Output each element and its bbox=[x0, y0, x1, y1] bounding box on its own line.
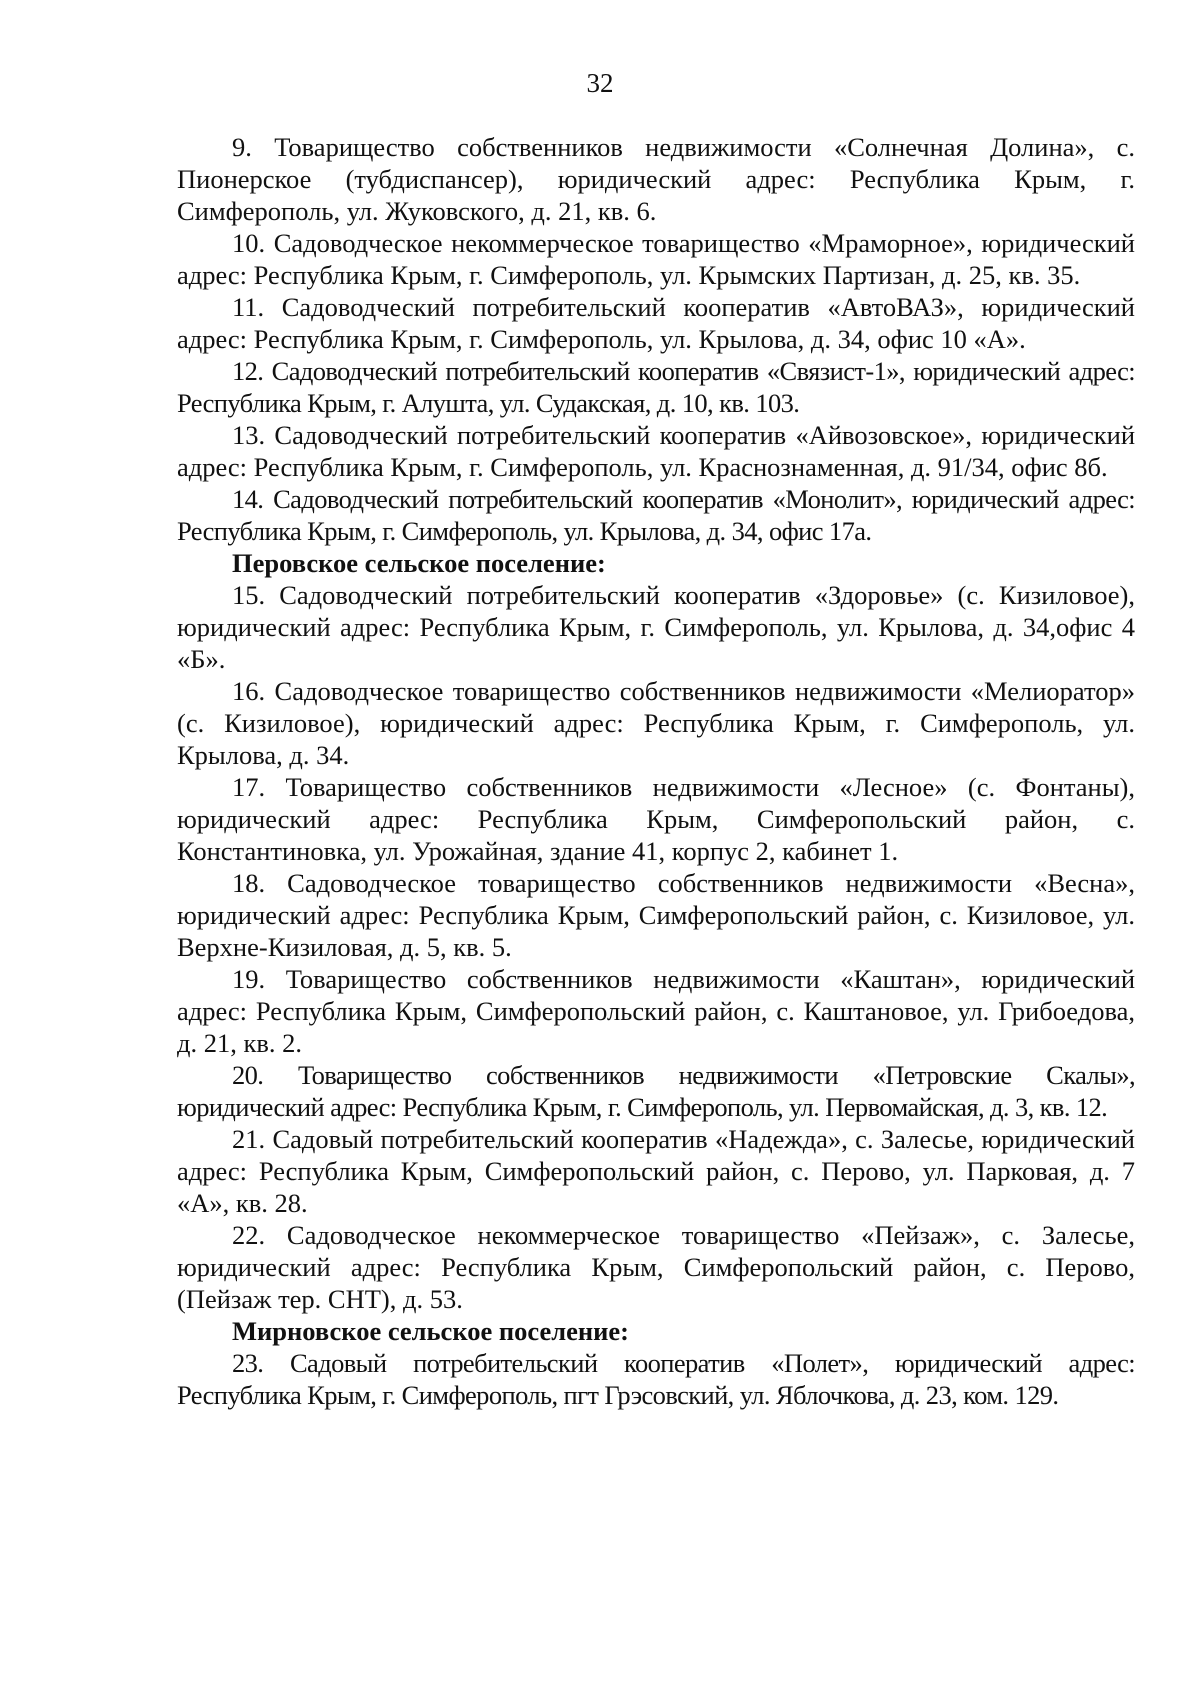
list-item-19: 19. Товарищество собственников недвижимости «Каштан», юридический адрес: Республика Крым, Симферопольский район, с. Каштановое, ул. Грибоедова, д. 21, кв. 2. bbox=[177, 964, 1135, 1058]
list-item-14: 14. Садоводческий потребительский кооператив «Монолит», юридический адрес: Республика Крым, г. Симферополь, ул. Крылова, д. 34, офис 17а. bbox=[177, 484, 1135, 546]
section-heading-perovskoe: Перовское сельское поселение: bbox=[232, 548, 606, 578]
list-item-13: 13. Садоводческий потребительский кооператив «Айвозовское», юридический адрес: Республика Крым, г. Симферополь, ул. Краснознаменная, д. 91/34, офис 8б. bbox=[177, 420, 1135, 482]
document-body bbox=[177, 131, 1135, 1411]
list-item-23: 23. Садовый потребительский кооператив «Полет», юридический адрес: Республика Крым, г. Симферополь, пгт Грэсовский, ул. Яблочкова, д. 23, ком. 129. bbox=[177, 1348, 1135, 1410]
list-item-16: 16. Садоводческое товарищество собственников недвижимости «Мелиоратор» (с. Кизиловое), юридический адрес: Республика Крым, г. Симферополь, ул. Крылова, д. 34. bbox=[177, 676, 1135, 770]
list-item-21: 21. Садовый потребительский кооператив «Надежда», с. Залесье, юридический адрес: Республика Крым, Симферопольский район, с. Перово, ул. Парковая, д. 7 «А», кв. 28. bbox=[177, 1124, 1135, 1218]
section-heading-mirnovskoe: Мирновское сельское поселение: bbox=[232, 1316, 629, 1346]
list-item-15: 15. Садоводческий потребительский кооператив «Здоровье» (с. Кизиловое), юридический адрес: Республика Крым, г. Симферополь, ул. Крылова, д. 34,офис 4 «Б». bbox=[177, 580, 1135, 674]
list-item-17: 17. Товарищество собственников недвижимости «Лесное» (с. Фонтаны), юридический адрес: Республика Крым, Симферопольский район, с. Константиновка, ул. Урожайная, здание 41, корпус 2, кабинет 1. bbox=[177, 772, 1135, 866]
list-item-20: 20. Товарищество собственников недвижимости «Петровские Скалы», юридический адрес: Республика Крым, г. Симферополь, ул. Первомайская, д. 3, кв. 12. bbox=[177, 1060, 1135, 1122]
list-item-12: 12. Садоводческий потребительский кооператив «Связист-1», юридический адрес: Республика Крым, г. Алушта, ул. Судакская, д. 10, кв. 103. bbox=[177, 356, 1135, 418]
list-item-11: 11. Садоводческий потребительский кооператив «АвтоВАЗ», юридический адрес: Республика Крым, г. Симферополь, ул. Крылова, д. 34, офис 10 «А». bbox=[177, 292, 1135, 354]
list-item-18: 18. Садоводческое товарищество собственников недвижимости «Весна», юридический адрес: Республика Крым, Симферопольский район, с. Кизиловое, ул. Верхне-Кизиловая, д. 5, кв. 5. bbox=[177, 868, 1135, 962]
list-item-22: 22. Садоводческое некоммерческое товарищество «Пейзаж», с. Залесье, юридический адрес: Республика Крым, Симферопольский район, с. Перово, (Пейзаж тер. СНТ), д. 53. bbox=[177, 1220, 1135, 1314]
page-number: 32 bbox=[586, 68, 614, 98]
list-item-9: 9. Товарищество собственников недвижимости «Солнечная Долина», с. Пионерское (тубдиспансер), юридический адрес: Республика Крым, г. Симферополь, ул. Жуковского, д. 21, кв. 6. bbox=[177, 132, 1135, 226]
list-item-10: 10. Садоводческое некоммерческое товарищество «Мраморное», юридический адрес: Республика Крым, г. Симферополь, ул. Крымских Партизан, д. 25, кв. 35. bbox=[177, 228, 1135, 290]
